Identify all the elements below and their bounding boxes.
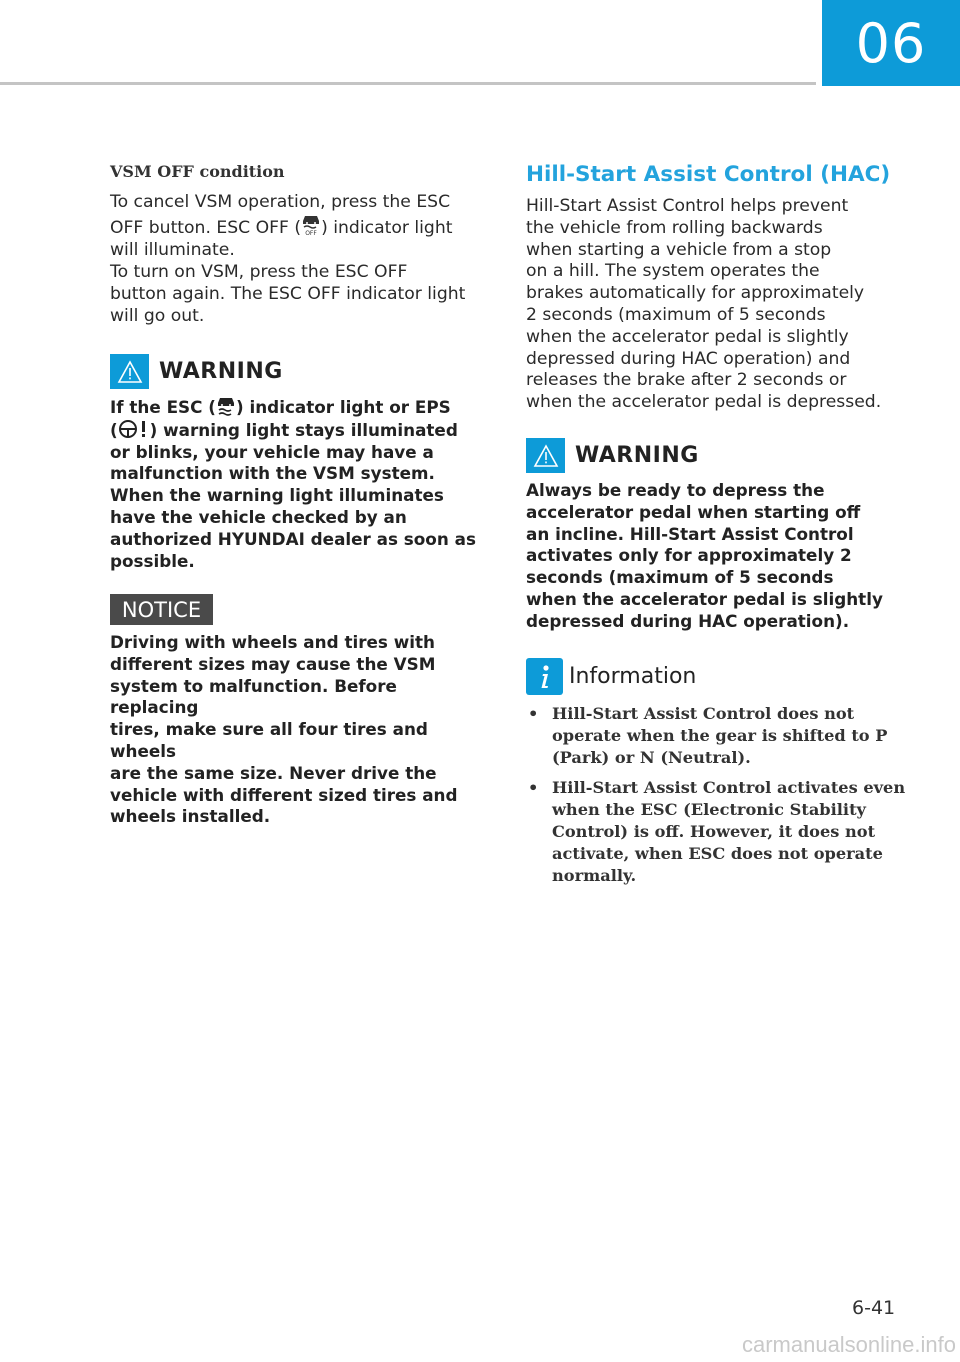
text-line: different sizes may cause the VSM [110, 653, 436, 674]
bullet-mark: • [528, 704, 539, 723]
text-line: system to malfunction. Before replacing [110, 675, 397, 718]
warning-triangle-icon [117, 360, 143, 384]
esc-indicator-icon [216, 396, 236, 416]
svg-text:OFF: OFF [305, 229, 317, 236]
warning-title: WARNING [159, 359, 283, 384]
text-line: or blinks, your vehicle may have a [110, 441, 434, 462]
text-line: when the accelerator pedal is depressed. [526, 392, 882, 413]
info-icon [535, 663, 555, 691]
text-line: accelerator pedal when starting off [526, 501, 861, 522]
text-line: will illuminate. [110, 239, 235, 260]
chapter-tab: 06 [822, 0, 960, 86]
text-line: brakes automatically for approximately [526, 283, 865, 304]
text-line: button again. The ESC OFF indicator light [110, 283, 466, 304]
text-line: ) warning light stays illuminated [149, 419, 458, 440]
text-line: ) indicator light or EPS [235, 397, 451, 417]
text-line: seconds (maximum of 5 seconds [526, 567, 834, 588]
warning-header [110, 354, 283, 389]
hac-description [526, 196, 881, 414]
text-line: are the same size. Never drive the [110, 762, 437, 783]
text-line: releases the brake after 2 seconds or [526, 370, 847, 391]
vsm-off-heading: VSM OFF condition [110, 162, 285, 181]
notice-text [110, 632, 490, 828]
text-line: depressed during HAC operation). [526, 610, 850, 631]
text-line: the vehicle from rolling backwards [526, 217, 823, 238]
text-line: an incline. Hill-Start Assist Control [526, 523, 854, 544]
hac-warning-text [526, 480, 883, 633]
text-line: will go out. [110, 305, 205, 326]
text-line: Driving with wheels and tires with [110, 632, 435, 652]
warning-title: WARNING [575, 443, 699, 468]
information-title: Information [569, 664, 697, 689]
text-line: If the ESC ( [110, 397, 216, 417]
text-line: on a hill. The system operates the [526, 261, 820, 282]
header-rule [0, 82, 816, 85]
watermark: carmanualsonline.info [741, 1332, 956, 1357]
text-line: possible. [110, 550, 195, 571]
text-line: when the accelerator pedal is slightly [526, 326, 849, 347]
text-line: activates only for approximately 2 [526, 545, 852, 566]
warning-badge [526, 438, 565, 473]
warning-badge [110, 354, 149, 389]
text-line: ( [110, 419, 118, 440]
page-number: 6-41 [852, 1297, 896, 1319]
text-line: OFF button. ESC OFF ( [110, 217, 302, 238]
hac-warning-header [526, 438, 699, 473]
text-line: vehicle with different sized tires and [110, 784, 458, 805]
info-badge [526, 658, 563, 695]
text-line: Hill-Start Assist Control helps prevent [526, 196, 849, 216]
list-item [526, 703, 906, 769]
information-list [526, 703, 906, 895]
text-line: When the warning light illuminates [110, 485, 444, 506]
text-line: malfunction with the VSM system. [110, 463, 435, 484]
list-item [526, 777, 906, 887]
text-line: have the vehicle checked by an [110, 506, 407, 527]
text-line: ) indicator light [321, 217, 453, 238]
text-line: authorized HYUNDAI dealer as soon as [110, 528, 476, 549]
list-item-text: Hill-Start Assist Control does not operate when the gear is shifted to P (Park) or N (Neutral). [552, 704, 888, 767]
vsm-on-paragraph [110, 262, 465, 327]
text-line: Always be ready to depress the [526, 480, 825, 500]
text-line: wheels installed. [110, 806, 271, 827]
vsm-cancel-paragraph [110, 192, 452, 261]
text-line: depressed during HAC operation) and [526, 348, 851, 369]
information-header [526, 658, 696, 695]
warning-triangle-icon [533, 444, 559, 468]
list-item-text: Hill-Start Assist Control activates even when the ESC (Electronic Stability Control) is off. However, it does not activate, when ESC does not operate normally. [552, 778, 906, 885]
esc-off-icon [301, 214, 321, 236]
text-line: 2 seconds (maximum of 5 seconds [526, 304, 826, 325]
hac-section-title: Hill-Start Assist Control (HAC) [526, 162, 891, 187]
warning-text [110, 396, 476, 572]
text-line: when starting a vehicle from a stop [526, 239, 832, 260]
text-line: To cancel VSM operation, press the ESC [110, 192, 451, 212]
text-line: tires, make sure all four tires and wheels [110, 719, 428, 761]
text-line: To turn on VSM, press the ESC OFF [110, 262, 408, 282]
notice-badge: NOTICE [110, 594, 213, 625]
eps-warning-icon [118, 419, 150, 439]
bullet-mark: • [528, 778, 539, 797]
text-line: when the accelerator pedal is slightly [526, 588, 883, 609]
